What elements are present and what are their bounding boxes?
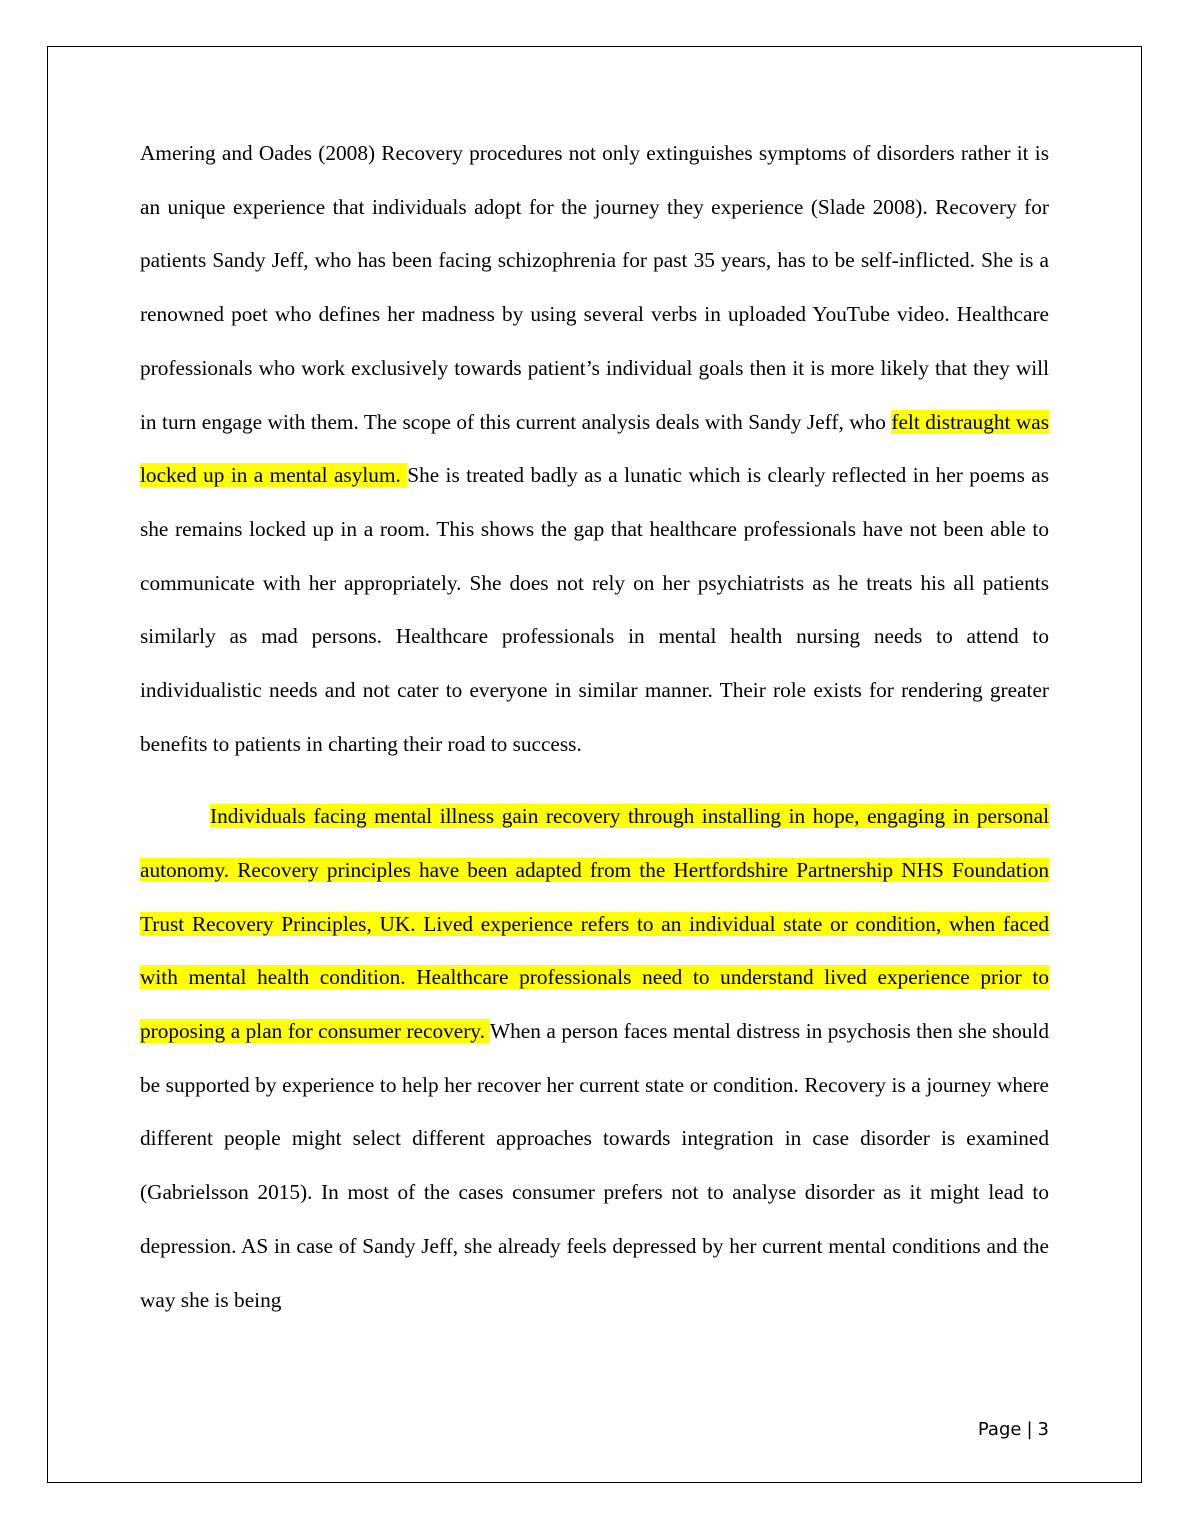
page-footer [978, 1419, 1049, 1440]
paragraph-2 [140, 790, 1049, 1327]
paragraph-2-text-end: When a person faces mental distress in psychosis then she should be supported by experience to help her recover her current state or condition. Recovery is a journey where different people might select different approaches towards integration in case disorder is examined (Gabrielsson 2015). In most of the cases consumer prefers not to analyse disorder as it might lead to depression. AS in case of Sandy Jeff, she already feels depressed by her current mental conditions and the way she is being [140, 1019, 1049, 1312]
page-separator: | [1026, 1419, 1033, 1440]
paragraph-2-highlight: Individuals facing mental illness gain recovery through installing in hope, engaging in personal autonomy. Recovery principles have been adapted from the Hertfordshire Partnership NHS Foundation Trust Recovery Principles, UK. Lived experience refers to an individual state or condition, when faced with mental health condition. Healthcare professionals need to understand lived experience prior to proposing a plan for consumer recovery. [140, 804, 1049, 1044]
paragraph-1-text-end: She is treated badly as a lunatic which is clearly reflected in her poems as she remains locked up in a room. This shows the gap that healthcare professionals have not been able to communicate with her appropriately. She does not rely on her psychiatrists as he treats his all patients similarly as mad persons. Healthcare professionals in mental health nursing needs to attend to individualistic needs and not cater to everyone in similar manner. Their role exists for rendering greater benefits to patients in charting their road to success. [140, 463, 1049, 756]
paragraph-1-highlight: felt distraught was locked up in a mental asylum. [140, 409, 1049, 488]
page-label: Page [977, 1419, 1022, 1440]
paragraph-1 [140, 127, 1049, 771]
paragraph-1-text-start: Amering and Oades (2008) Recovery procedures not only extinguishes symptoms of disorders rather it is an unique experience that individuals adopt for the journey they experience (Slade 2008). Recovery for patients Sandy Jeff, who has been facing schizophrenia for past 35 years, has to be self-inflicted. She is a renowned poet who defines her madness by using several verbs in uploaded YouTube video. Healthcare professionals who work exclusively towards patient’s individual goals then it is more likely that they will in turn engage with them. The scope of this current analysis deals with Sandy Jeff, who [140, 141, 1049, 434]
page-number: 3 [1037, 1419, 1049, 1440]
document-body [140, 127, 1049, 1327]
